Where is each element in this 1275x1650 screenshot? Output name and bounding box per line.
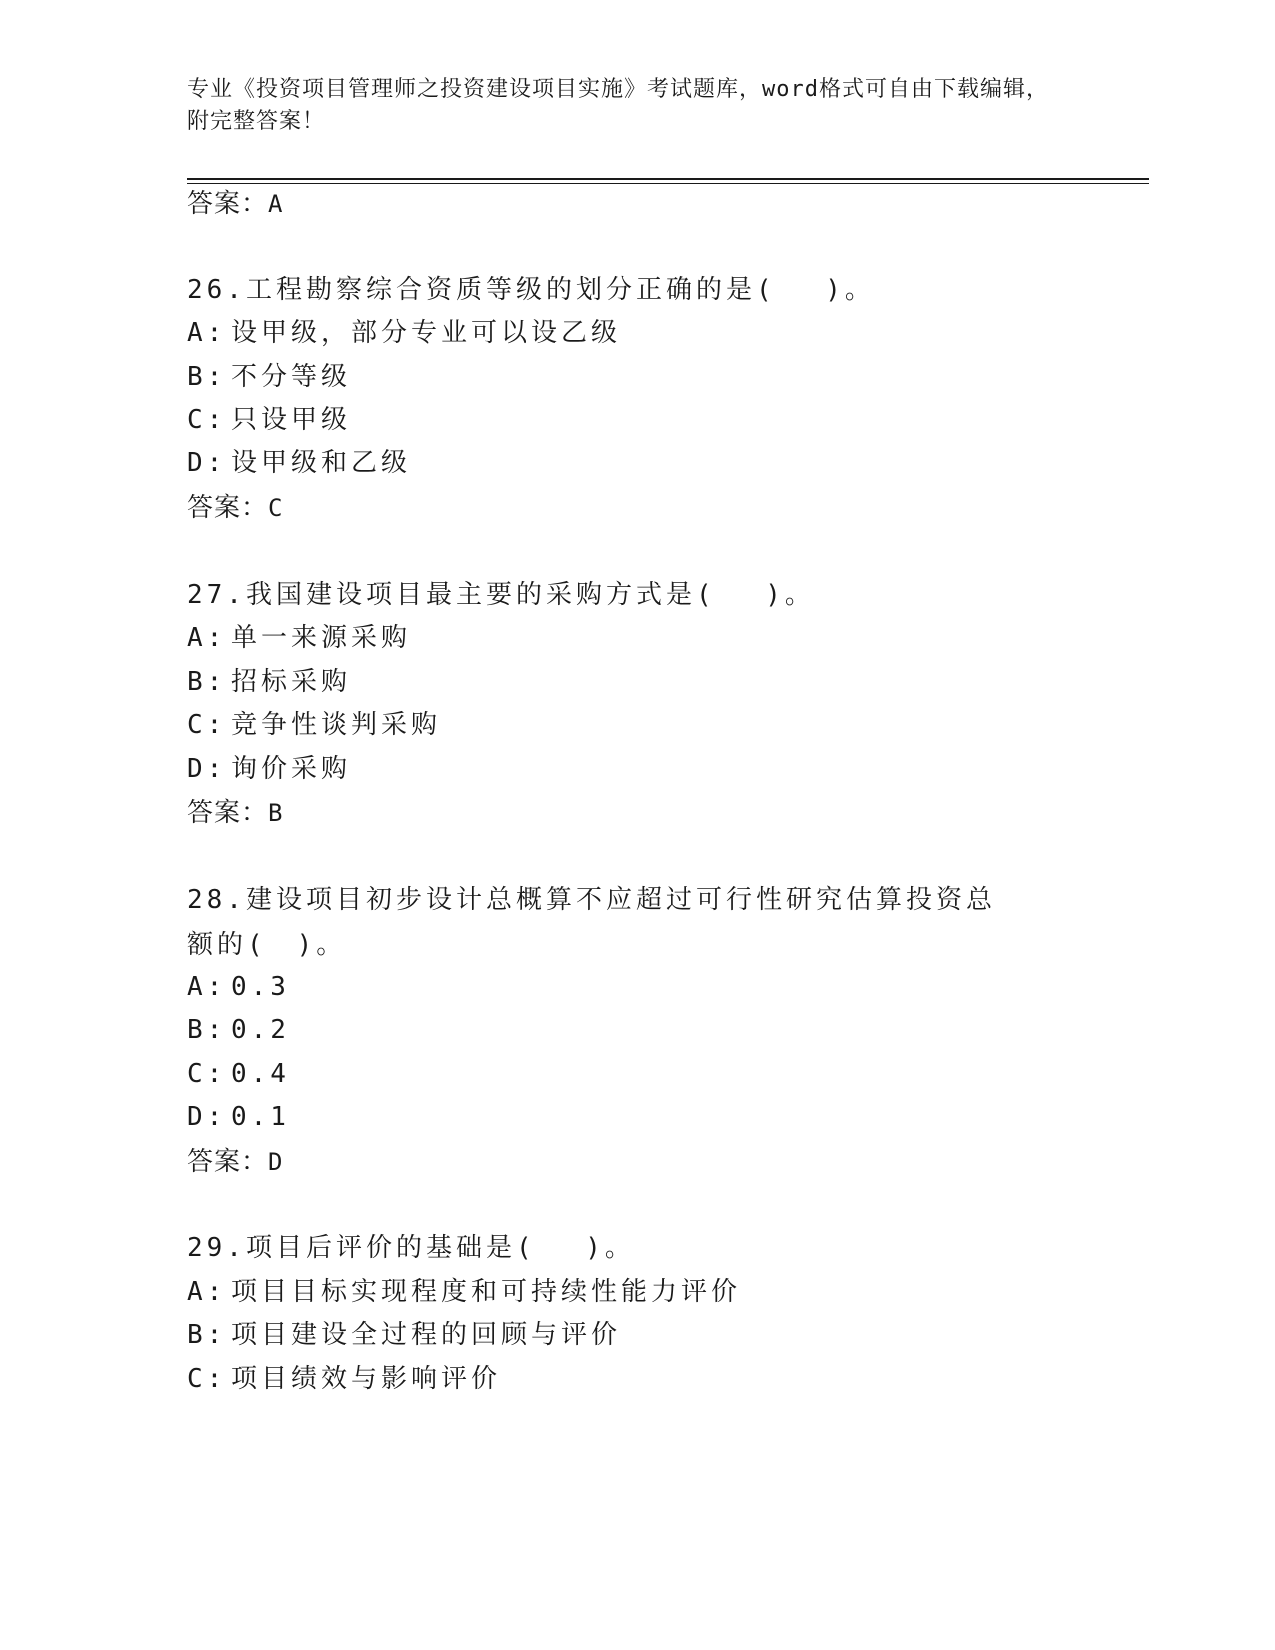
option-text: 0.3 [231,972,290,1002]
option-text: 项目目标实现程度和可持续性能力评价 [231,1277,742,1307]
option-letter: B: [187,667,227,697]
option-c [187,398,351,443]
option-text: 招标采购 [231,667,352,697]
answer-value: A [268,190,284,218]
option-c [187,703,441,748]
question-stem: 29.项目后评价的基础是( )。 [187,1233,635,1263]
option-text: 设甲级和乙级 [231,448,412,478]
option-letter: D: [187,448,227,478]
answer-label: 答案： [187,1146,269,1176]
option-c [187,1052,290,1097]
option-letter: B: [187,362,227,392]
option-text: 项目绩效与影响评价 [231,1364,502,1394]
question-stem: 26.工程勘察综合资质等级的划分正确的是( )。 [187,275,875,305]
option-text: 只设甲级 [231,405,352,435]
answer-line [187,490,283,525]
option-letter: B: [187,1320,227,1350]
answer-value: C [268,494,284,522]
option-text: 项目建设全过程的回顾与评价 [231,1320,622,1350]
answer-line [187,1144,283,1179]
option-a [187,965,290,1010]
option-text: 0.1 [231,1102,290,1132]
question-stem: 27.我国建设项目最主要的采购方式是( )。 [187,580,815,610]
option-a [187,1270,741,1315]
option-text: 竞争性谈判采购 [231,710,442,740]
option-c [187,1357,501,1402]
option-letter: A: [187,972,227,1002]
option-letter: A: [187,1277,227,1307]
option-letter: B: [187,1015,227,1045]
option-text: 设甲级，部分专业可以设乙级 [231,318,622,348]
answer-label: 答案： [187,797,269,827]
option-a [187,311,621,356]
header-divider-thick [187,178,1149,180]
option-letter: C: [187,405,227,435]
answer-value: D [268,1148,284,1176]
option-letter: A: [187,623,227,653]
option-letter: D: [187,754,227,784]
option-text: 单一来源采购 [231,623,412,653]
option-text: 0.2 [231,1015,290,1045]
option-letter: C: [187,710,227,740]
document-page [187,0,1147,1650]
option-letter: A: [187,318,227,348]
option-letter: D: [187,1102,227,1132]
option-b [187,355,351,400]
option-text: 询价采购 [231,754,352,784]
answer-value: B [268,799,284,827]
option-d [187,747,351,792]
option-text: 0.4 [231,1059,290,1089]
document-header: 专业《投资项目管理师之投资建设项目实施》考试题库，word格式可自由下载编辑，附完整答案！ [187,77,1049,134]
answer-label: 答案： [187,492,269,522]
question-stem: 28.建设项目初步设计总概算不应超过可行性研究估算投资总额的( )。 [187,885,996,960]
answer-label: 答案： [187,188,269,218]
option-a [187,616,411,661]
option-text: 不分等级 [231,362,352,392]
option-letter: C: [187,1059,227,1089]
option-b [187,660,351,705]
header-divider-thin [187,183,1149,184]
option-letter: C: [187,1364,227,1394]
option-d [187,441,411,486]
answer-line [187,186,283,221]
option-b [187,1313,621,1358]
answer-line [187,795,283,830]
option-b [187,1008,290,1053]
option-d [187,1095,290,1140]
